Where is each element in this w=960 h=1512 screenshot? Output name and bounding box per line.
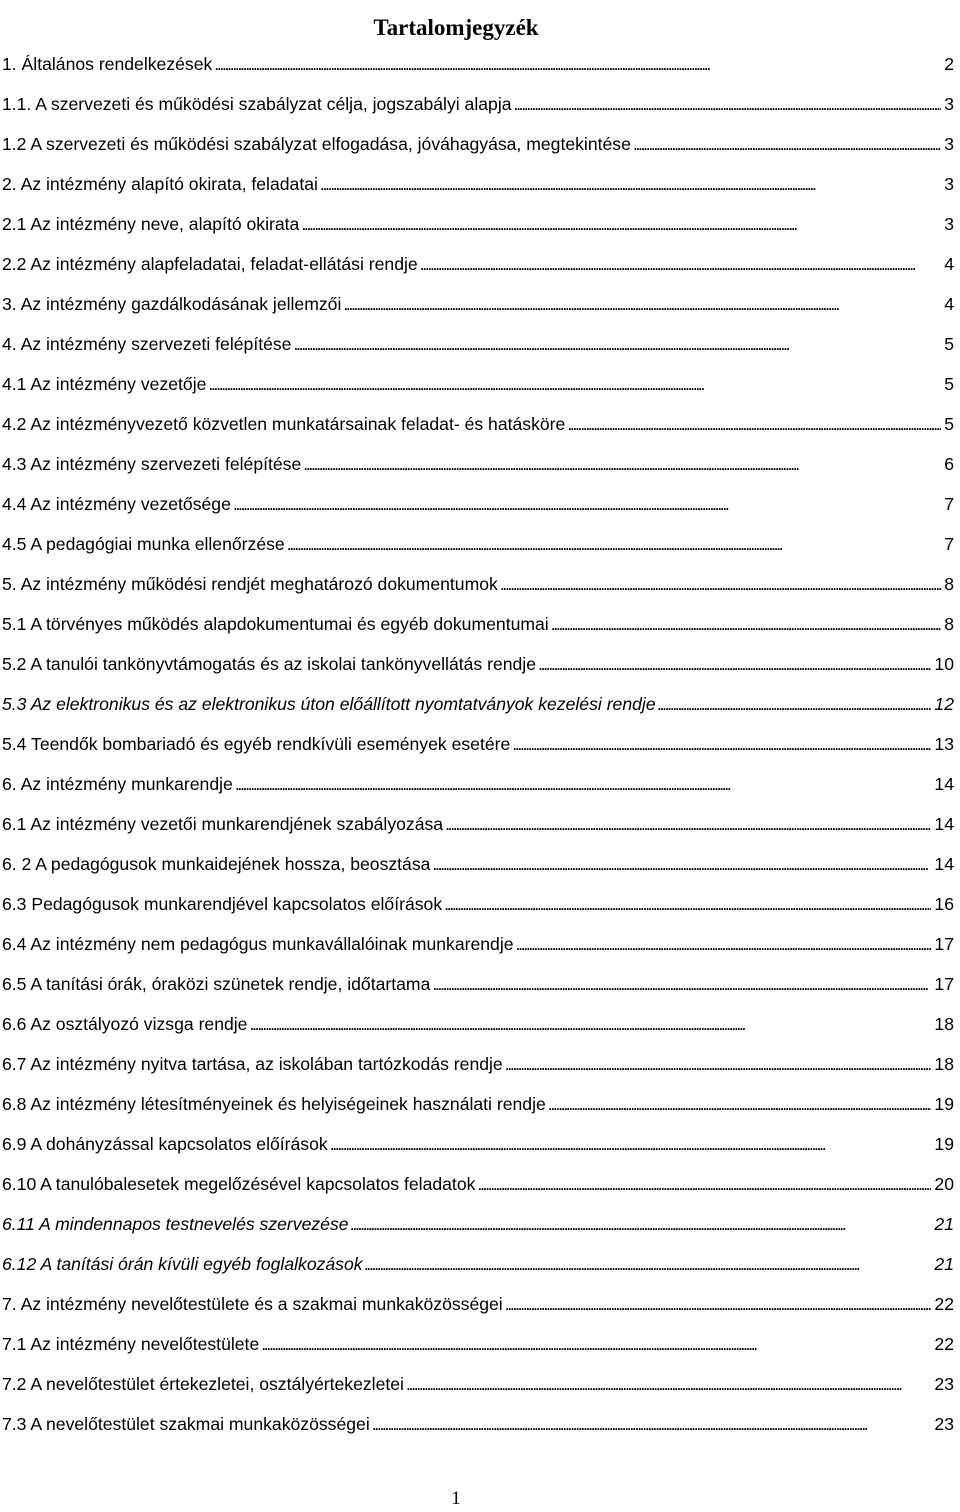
toc-entry-page: 3 [944,94,954,114]
toc-entry-label: 3. Az intézmény gazdálkodásának jellemzői [2,294,342,314]
toc-entry-label: 2. Az intézmény alapító okirata, feladatai [2,174,318,194]
toc-entry[interactable] [2,1412,954,1436]
toc-entry[interactable] [2,732,954,756]
toc-entry[interactable] [2,1212,954,1236]
toc-entry[interactable] [2,372,954,396]
toc-entry-label: 7.3 A nevelőtestület szakmai munkaközösségei [2,1414,370,1434]
toc-entry-page: 7 [944,534,954,554]
toc-entry[interactable] [2,652,954,676]
toc-entry[interactable] [2,492,954,516]
toc-entry-label: 6.8 Az intézmény létesítményeinek és helyiségeinek használati rendje [2,1094,546,1114]
toc-entry[interactable] [2,292,954,316]
toc-entry[interactable] [2,1092,954,1116]
dot-leader [432,972,931,996]
dot-leader [516,932,932,956]
dot-leader [551,612,941,636]
toc-entry-page: 5 [944,374,954,394]
toc-entry-page: 19 [934,1094,954,1114]
dot-leader [567,412,941,436]
toc-entry-label: 4.5 A pedagógiai munka ellenőrzése [2,534,285,554]
toc-entry-label: 6.1 Az intézmény vezetői munkarendjének szabályozása [2,814,444,834]
toc-entry-page: 6 [944,454,954,474]
toc-entry[interactable] [2,892,954,916]
toc-entry-label: 4.3 Az intézmény szervezeti felépítése [2,454,302,474]
toc-entry-page: 13 [934,734,954,754]
toc-entry[interactable] [2,1292,954,1316]
dot-leader [214,52,941,76]
toc-entry-label: 7.1 Az intézmény nevelőtestülete [2,1334,260,1354]
dot-leader [538,652,931,676]
toc-entry-label: 6.7 Az intézmény nyitva tartása, az iskolában tartózkodás rendje [2,1054,503,1074]
dot-leader [365,1252,932,1276]
toc-entry-page: 8 [944,614,954,634]
dot-leader [633,132,941,156]
toc-entry-page: 7 [944,494,954,514]
toc-entry-label: 6. 2 A pedagógusok munkaidejének hossza, beosztása [2,854,431,874]
dot-leader [303,452,941,476]
toc-entry[interactable] [2,452,954,476]
toc-entry-label: 1.1. A szervezeti és működési szabályzat célja, jogszabályi alapja [2,94,512,114]
toc-entry[interactable] [2,1332,954,1356]
toc-entry-page: 3 [944,174,954,194]
dot-leader [261,1332,931,1356]
dot-leader [444,892,931,916]
toc-entry-page: 14 [934,774,954,794]
toc-entry-page: 3 [944,134,954,154]
toc-entry-page: 5 [944,414,954,434]
dot-leader [351,1212,932,1236]
dot-leader [233,492,941,516]
toc-entry[interactable] [2,572,954,596]
toc-entry-label: 5.1 A törvényes működés alapdokumentumai és egyéb dokumentumai [2,614,549,634]
toc-entry-label: 6.10 A tanulóbalesetek megelőzésével kapcsolatos feladatok [2,1174,476,1194]
toc-entry-page: 20 [934,1174,954,1194]
dot-leader [505,1292,932,1316]
toc-entry-page: 19 [934,1134,954,1154]
toc-entry-page: 18 [934,1054,954,1074]
dot-leader [477,1172,931,1196]
toc-entry-page: 4 [944,294,954,314]
toc-entry[interactable] [2,1012,954,1036]
dot-leader [505,1052,932,1076]
toc-entry-page: 12 [934,694,954,714]
toc-entry[interactable] [2,1052,954,1076]
toc-entry-label: 4.4 Az intézmény vezetősége [2,494,231,514]
toc-entry-label: 1. Általános rendelkezések [2,54,213,74]
toc-entry[interactable] [2,52,954,76]
toc-entry[interactable] [2,172,954,196]
toc-entry[interactable] [2,412,954,436]
toc-entry-page: 18 [934,1014,954,1034]
dot-leader [445,812,931,836]
toc-entry-label: 5.3 Az elektronikus és az elektronikus úton előállított nyomtatványok kezelési rendje [2,694,656,714]
toc-entry-label: 6.9 A dohányzással kapcsolatos előírások [2,1134,328,1154]
toc-entry[interactable] [2,972,954,996]
dot-leader [287,532,942,556]
toc-entry[interactable] [2,1372,954,1396]
toc-entry-label: 4.1 Az intézmény vezetője [2,374,207,394]
toc-entry-page: 23 [934,1374,954,1394]
toc-entry-label: 4. Az intézmény szervezeti felépítése [2,334,292,354]
toc-entry-page: 14 [934,854,954,874]
toc-entry-page: 2 [944,54,954,74]
toc-entry-label: 1.2 A szervezeti és működési szabályzat elfogadása, jóváhagyása, megtekintése [2,134,631,154]
dot-leader [235,772,932,796]
dot-leader [500,572,941,596]
dot-leader [432,852,931,876]
toc-entry-page: 8 [944,574,954,594]
toc-entry-page: 16 [934,894,954,914]
toc-entry[interactable] [2,1172,954,1196]
toc-entry[interactable] [2,852,954,876]
dot-leader [372,1412,932,1436]
toc-entry[interactable] [2,932,954,956]
toc-entry-page: 21 [934,1254,954,1274]
page-title: Tartalomjegyzék [373,15,539,41]
dot-leader [320,172,941,196]
toc-entry[interactable] [2,532,954,556]
toc-entry-page: 22 [934,1294,954,1314]
dot-leader [548,1092,932,1116]
toc-entry-label: 2.2 Az intézmény alapfeladatai, feladat-ellátási rendje [2,254,418,274]
dot-leader [420,252,942,276]
dot-leader [301,212,941,236]
toc-entry-page: 22 [934,1334,954,1354]
toc-entry[interactable] [2,1252,954,1276]
dot-leader [249,1012,931,1036]
toc-entry-label: 4.2 Az intézményvezető közvetlen munkatársainak feladat- és hatásköre [2,414,566,434]
page-number: 1 [451,1488,461,1509]
toc-entry[interactable] [2,812,954,836]
dot-leader [343,292,941,316]
toc-entry-label: 5.4 Teendők bombariadó és egyéb rendkívüli események esetére [2,734,511,754]
toc-entry-page: 14 [934,814,954,834]
dot-leader [658,692,932,716]
dot-leader [514,92,942,116]
toc-entry[interactable] [2,772,954,796]
dot-leader [512,732,931,756]
toc-entry-page: 10 [934,654,954,674]
toc-entry-label: 7.2 A nevelőtestület értekezletei, osztályértekezletei [2,1374,404,1394]
toc-entry-label: 5.2 A tanulói tankönyvtámogatás és az iskolai tankönyvellátás rendje [2,654,537,674]
toc-entry-page: 3 [944,214,954,234]
toc-entry-label: 6.6 Az osztályozó vizsga rendje [2,1014,248,1034]
toc-entry[interactable] [2,92,954,116]
toc-entry-label: 6.11 A mindennapos testnevelés szervezése [2,1214,349,1234]
toc-entry-page: 5 [944,334,954,354]
toc-entry-page: 17 [934,934,954,954]
dot-leader [330,1132,932,1156]
dot-leader [293,332,941,356]
toc-entry-label: 6.12 A tanítási órán kívüli egyéb foglalkozások [2,1254,363,1274]
toc-entry-label: 2.1 Az intézmény neve, alapító okirata [2,214,300,234]
toc-entry-label: 6.3 Pedagógusok munkarendjével kapcsolatos előírások [2,894,443,914]
toc-entry[interactable] [2,132,954,156]
toc-entry[interactable] [2,212,954,236]
toc-entry-page: 4 [944,254,954,274]
toc-entry[interactable] [2,1132,954,1156]
toc-entry[interactable] [2,252,954,276]
toc-entry-label: 6.4 Az intézmény nem pedagógus munkavállalóinak munkarendje [2,934,514,954]
toc-entry-page: 17 [934,974,954,994]
toc-entry[interactable] [2,692,954,716]
toc-entry[interactable] [2,612,954,636]
toc-entry[interactable] [2,332,954,356]
dot-leader [406,1372,931,1396]
toc-entry-label: 6. Az intézmény munkarendje [2,774,233,794]
toc-entry-page: 21 [934,1214,954,1234]
dot-leader [208,372,941,396]
toc-entry-page: 23 [934,1414,954,1434]
toc-entry-label: 6.5 A tanítási órák, óraközi szünetek rendje, időtartama [2,974,431,994]
toc-entry-label: 7. Az intézmény nevelőtestülete és a szakmai munkaközösségei [2,1294,503,1314]
toc-entry-label: 5. Az intézmény működési rendjét meghatározó dokumentumok [2,574,498,594]
